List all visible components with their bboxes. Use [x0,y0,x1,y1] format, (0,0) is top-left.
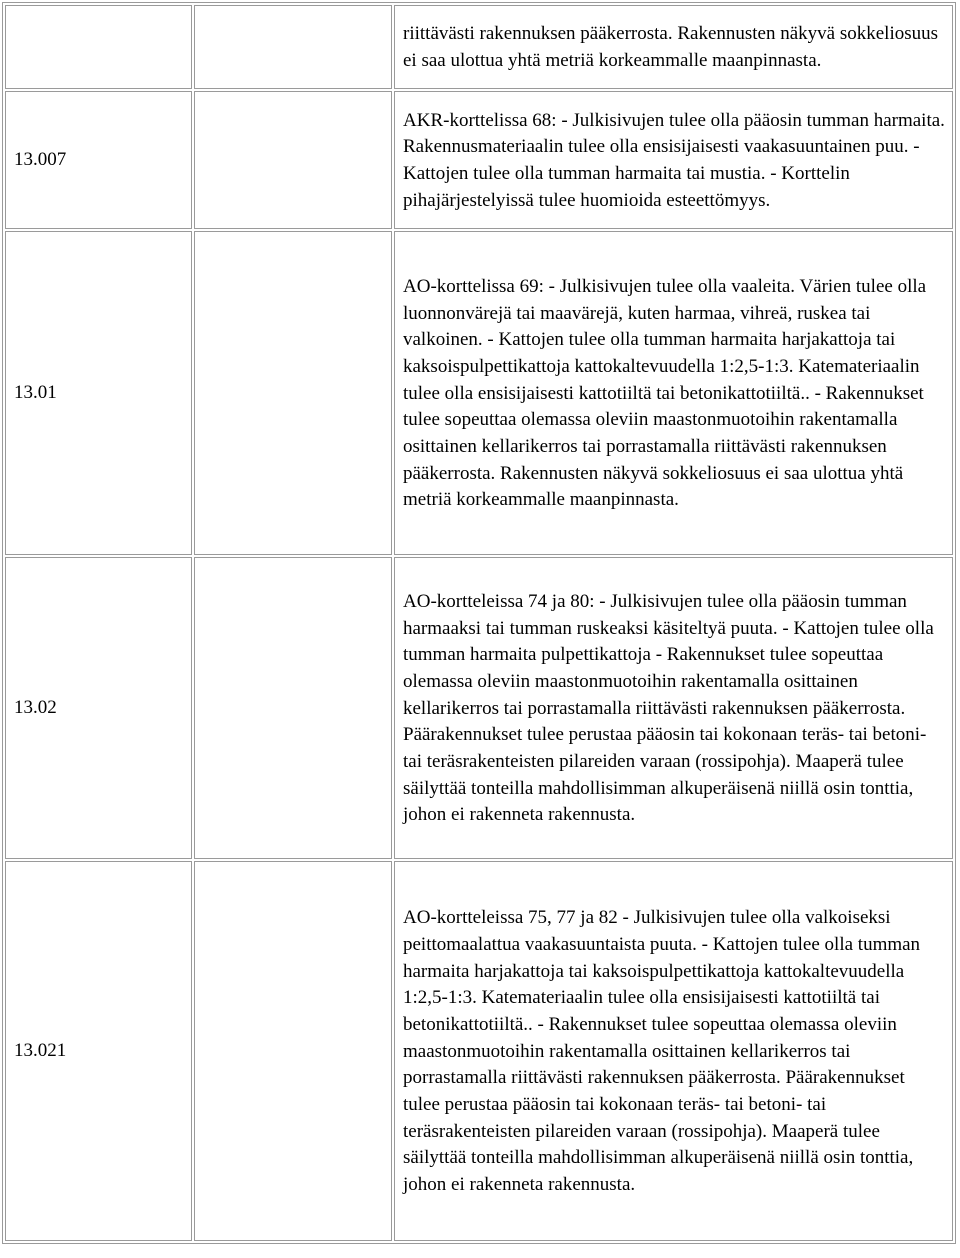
empty-column-cell [194,557,392,859]
regulation-paragraph: AO-korttelissa 69: - Julkisivujen tulee olla vaaleita. Värien tulee olla luonnonvärejä tai maavärejä, kuten harmaa, vihreä, ruskea tai valkoinen. - Kattojen tulee olla tumman harmaita harjakattoja tai kaksoispulpettikattoja kattokaltevuudella 1:2,5-1:3. Katemateriaalin tulee olla ensisijaisesti kattotiiltä tai betonikattotiiltä.. - Rakennukset tulee sopeuttaa olemassa oleviin maastonmuotoihin rakentamalla osittainen kellarikerros tai porrastamalla riittävästi rakennuksen pääkerrosta. Rakennusten näkyvä sokkeliosuus ei saa ulottua yhtä metriä korkeammalle maanpinnasta. [403,275,927,511]
row-code: 13.02 [5,557,192,859]
row-code: 13.01 [5,231,192,555]
empty-column-cell [194,5,392,89]
regulation-text [394,557,953,859]
regulation-paragraph: AKR-korttelissa 68: - Julkisivujen tulee olla pääosin tumman harmaita. Rakennusmateriaalin tulee olla ensisijaisesti vaakasuuntainen puu. - Kattojen tulee olla tumman harmaita tai mustia. - Korttelin pihajärjestelyissä tulee huomioida esteettömyys. [403,109,945,211]
regulation-text [394,91,953,229]
empty-column-cell [194,231,392,555]
row-code: 13.007 [5,91,192,229]
regulation-text [394,231,953,555]
regulations-table [2,2,956,1244]
regulation-paragraph: riittävästi rakennuksen pääkerrosta. Rakennusten näkyvä sokkeliosuus ei saa ulottua yhtä metriä korkeammalle maanpinnasta. [403,23,939,71]
regulation-paragraph: AO-kortteleissa 75, 77 ja 82 - Julkisivujen tulee olla valkoiseksi peittomaalattua vaakasuuntaista puuta. - Kattojen tulee olla tumman harmaita harjakattoja tai kaksoispulpettikattoja kattokaltevuudella 1:2,5-1:3. Katemateriaalin tulee olla ensisijaisesti kattotiiltä tai betonikattotiiltä.. - Rakennukset tulee sopeuttaa olemassa oleviin maastonmuotoihin rakentamalla osittainen kellarikerros tai porrastamalla riittävästi rakennuksen pääkerrosta. Päärakennukset tulee perustaa pääosin tai kokonaan teräs- tai betoni- tai teräsrakenteisten pilareiden varaan (rossipohja). Maaperä tulee säilyttää tonteilla mahdollisimman alkuperäisenä niillä osin tonttia, johon ei rakenneta rakennusta. [403,907,921,1196]
table-row [5,557,953,859]
table-row [5,91,953,229]
row-code [5,5,192,89]
table-row [5,861,953,1241]
empty-column-cell [194,91,392,229]
regulation-paragraph: AO-kortteleissa 74 ja 80: - Julkisivujen tulee olla pääosin tumman harmaaksi tai tumman ruskeaksi käsiteltyä puuta. - Kattojen tulee olla tumman harmaita pulpettikattoja - Rakennukset tulee sopeuttaa olemassa oleviin maastonmuotoihin rakentamalla osittainen kellarikerros tai porrastamalla riittävästi rakennuksen pääkerrosta. Päärakennukset tulee perustaa pääosin tai kokonaan teräs- tai betoni- tai teräsrakenteisten pilareiden varaan (rossipohja). Maaperä tulee säilyttää tonteilla mahdollisimman alkuperäisenä niillä osin tonttia, johon ei rakenneta rakennusta. [403,590,934,826]
regulation-text [394,861,953,1241]
table-row [5,5,953,89]
row-code: 13.021 [5,861,192,1241]
empty-column-cell [194,861,392,1241]
regulation-text [394,5,953,89]
table-row [5,231,953,555]
